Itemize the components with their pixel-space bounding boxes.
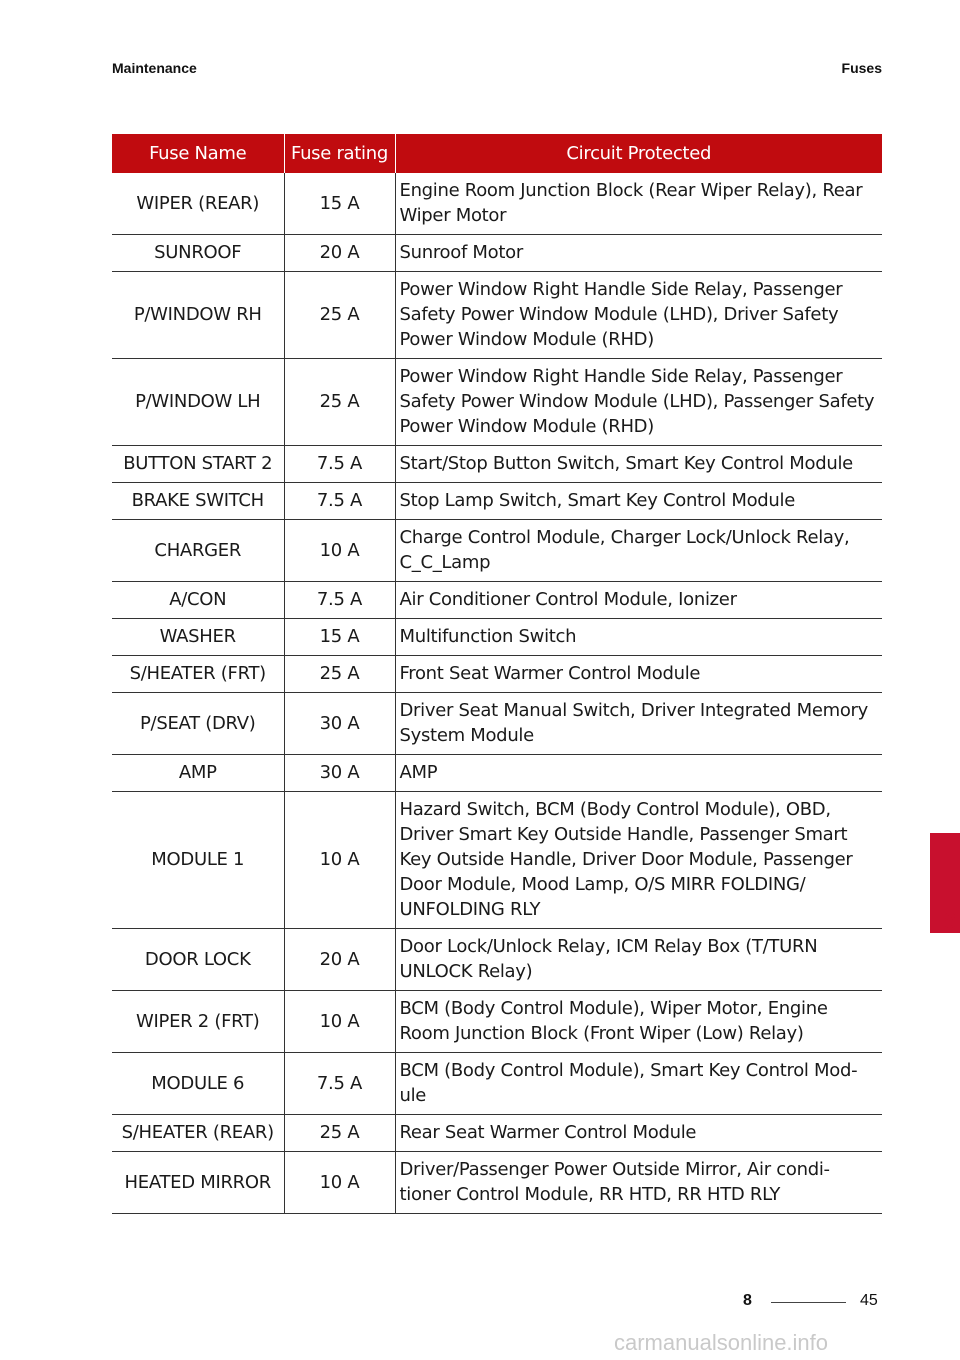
column-header-fuse-name: Fuse Name <box>112 134 284 173</box>
table-row <box>112 359 882 446</box>
fuse-name-cell: S/HEATER (REAR) <box>112 1115 284 1152</box>
table-row <box>112 619 882 656</box>
section-title: Maintenance <box>112 60 197 76</box>
fuse-rating-cell: 25 A <box>284 656 395 693</box>
topic-title: Fuses <box>841 60 882 76</box>
footer-chapter: 8 <box>743 1292 752 1309</box>
fuse-rating-cell: 7.5 A <box>284 483 395 520</box>
fuse-rating-cell: 7.5 A <box>284 1053 395 1115</box>
table-row <box>112 520 882 582</box>
fuse-name-cell: MODULE 1 <box>112 792 284 929</box>
column-header-circuit-protected: Circuit Protected <box>395 134 882 173</box>
table-row <box>112 991 882 1053</box>
page-number: 45 <box>860 1292 878 1309</box>
fuse-rating-cell: 10 A <box>284 991 395 1053</box>
fuse-rating-cell: 20 A <box>284 235 395 272</box>
table-row <box>112 272 882 359</box>
table-row <box>112 693 882 755</box>
table-row <box>112 173 882 235</box>
fuse-rating-cell: 30 A <box>284 693 395 755</box>
circuit-protected-cell: AMP <box>395 755 882 792</box>
circuit-protected-cell: Engine Room Junction Block (Rear Wiper Relay), Rear Wiper Motor <box>395 173 882 235</box>
circuit-protected-cell: Air Conditioner Control Module, Ionizer <box>395 582 882 619</box>
fuse-name-cell: P/WINDOW LH <box>112 359 284 446</box>
table-row <box>112 929 882 991</box>
table-row <box>112 1053 882 1115</box>
fuse-name-cell: CHARGER <box>112 520 284 582</box>
fuse-rating-cell: 25 A <box>284 272 395 359</box>
column-header-fuse-rating: Fuse rating <box>284 134 395 173</box>
fuse-name-cell: BRAKE SWITCH <box>112 483 284 520</box>
table-row <box>112 582 882 619</box>
circuit-protected-cell: Power Window Right Handle Side Relay, Passenger Safety Power Window Module (LHD), Driver Safety Power Window Module (RHD) <box>395 272 882 359</box>
fuse-rating-cell: 10 A <box>284 520 395 582</box>
circuit-protected-cell: Sunroof Motor <box>395 235 882 272</box>
table-header-row <box>112 134 882 173</box>
fuse-name-cell: S/HEATER (FRT) <box>112 656 284 693</box>
fuse-name-cell: MODULE 6 <box>112 1053 284 1115</box>
table-row <box>112 1152 882 1214</box>
fuse-rating-cell: 25 A <box>284 1115 395 1152</box>
table-row <box>112 1115 882 1152</box>
fuse-name-cell: P/SEAT (DRV) <box>112 693 284 755</box>
fuse-rating-cell: 15 A <box>284 619 395 656</box>
fuse-name-cell: BUTTON START 2 <box>112 446 284 483</box>
fuse-name-cell: P/WINDOW RH <box>112 272 284 359</box>
circuit-protected-cell: Multifunction Switch <box>395 619 882 656</box>
chapter-tab-number: 8 <box>943 908 956 933</box>
footer-divider <box>771 1302 846 1303</box>
circuit-protected-cell: Rear Seat Warmer Control Module <box>395 1115 882 1152</box>
table-row <box>112 755 882 792</box>
table-row <box>112 792 882 929</box>
circuit-protected-cell: Door Lock/Unlock Relay, ICM Relay Box (T/TURN UNLOCK Relay) <box>395 929 882 991</box>
fuse-rating-cell: 20 A <box>284 929 395 991</box>
table-row <box>112 235 882 272</box>
fuse-rating-cell: 30 A <box>284 755 395 792</box>
fuse-rating-cell: 10 A <box>284 792 395 929</box>
table-row <box>112 446 882 483</box>
fuse-rating-cell: 10 A <box>284 1152 395 1214</box>
circuit-protected-cell: BCM (Body Control Module), Smart Key Control Mod- ule <box>395 1053 882 1115</box>
watermark: carmanualsonline.info <box>614 1330 829 1355</box>
fuse-name-cell: AMP <box>112 755 284 792</box>
fuse-name-cell: WASHER <box>112 619 284 656</box>
circuit-protected-cell: Hazard Switch, BCM (Body Control Module), OBD, Driver Smart Key Outside Handle, Passenger Smart Key Outside Handle, Driver Door Module, Passenger Door Module, Mood Lamp, O/S MIRR FOLDING/ UNFOLDING RLY <box>395 792 882 929</box>
table-row <box>112 656 882 693</box>
fuse-name-cell: DOOR LOCK <box>112 929 284 991</box>
circuit-protected-cell: Power Window Right Handle Side Relay, Passenger Safety Power Window Module (LHD), Passenger Safety Power Window Module (RHD) <box>395 359 882 446</box>
circuit-protected-cell: BCM (Body Control Module), Wiper Motor, Engine Room Junction Block (Front Wiper (Low) Relay) <box>395 991 882 1053</box>
fuse-rating-cell: 7.5 A <box>284 582 395 619</box>
fuse-name-cell: HEATED MIRROR <box>112 1152 284 1214</box>
fuse-name-cell: WIPER 2 (FRT) <box>112 991 284 1053</box>
fuse-rating-cell: 15 A <box>284 173 395 235</box>
circuit-protected-cell: Driver Seat Manual Switch, Driver Integrated Memory System Module <box>395 693 882 755</box>
table-row <box>112 483 882 520</box>
fuse-name-cell: SUNROOF <box>112 235 284 272</box>
fuse-name-cell: A/CON <box>112 582 284 619</box>
circuit-protected-cell: Front Seat Warmer Control Module <box>395 656 882 693</box>
circuit-protected-cell: Driver/Passenger Power Outside Mirror, Air condi- tioner Control Module, RR HTD, RR HTD RLY <box>395 1152 882 1214</box>
circuit-protected-cell: Charge Control Module, Charger Lock/Unlock Relay, C_C_Lamp <box>395 520 882 582</box>
fuse-table <box>112 134 882 1214</box>
fuse-rating-cell: 25 A <box>284 359 395 446</box>
fuse-name-cell: WIPER (REAR) <box>112 173 284 235</box>
circuit-protected-cell: Start/Stop Button Switch, Smart Key Control Module <box>395 446 882 483</box>
fuse-rating-cell: 7.5 A <box>284 446 395 483</box>
circuit-protected-cell: Stop Lamp Switch, Smart Key Control Module <box>395 483 882 520</box>
